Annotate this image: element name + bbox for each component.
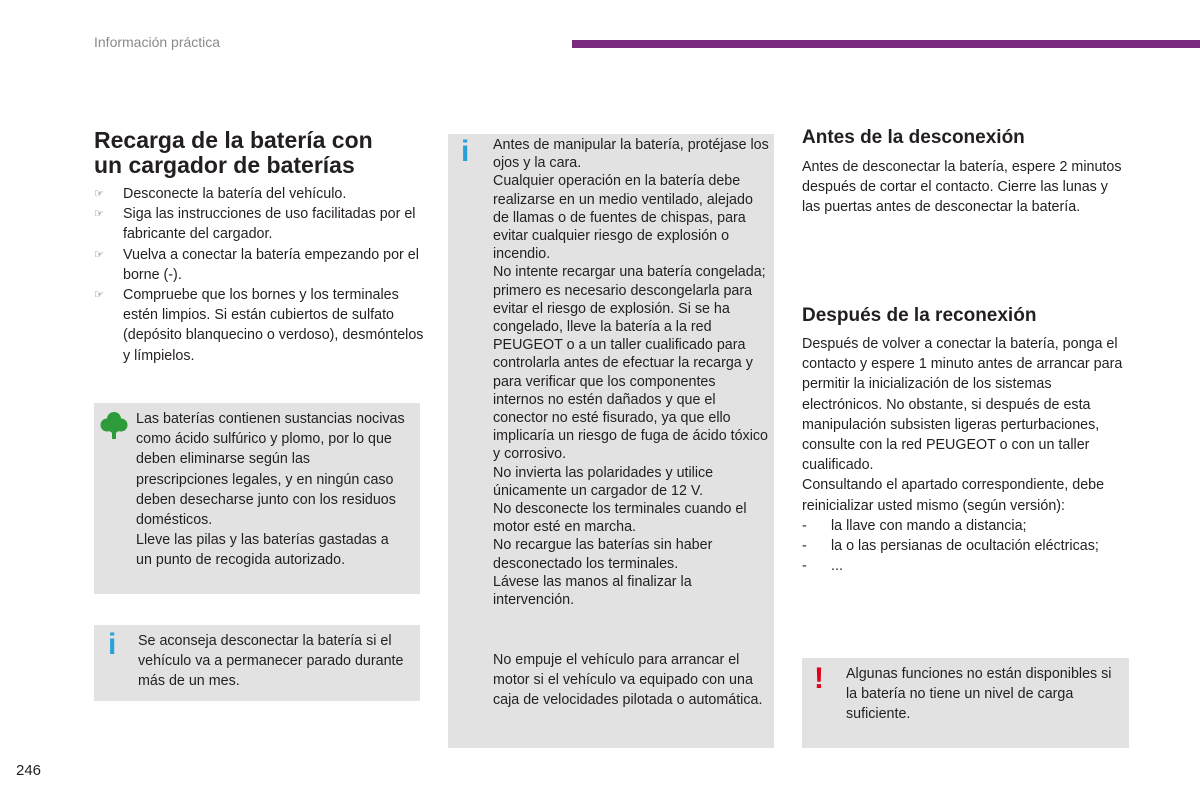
header-accent-bar xyxy=(572,40,1200,48)
safety-para: No intente recargar una batería congelada; primero es necesario descongelarla para evitar el riesgo de explosión. Si se ha congelado, lleve la batería a la red PEUGEOT o a un taller cualificado para controlarla antes de efectuar la recarga y para verificar que los componentes internos no estén dañados y que el conector no esté fisurado, ya que ello implicaría un riesgo de fuga de ácido tóxico y corrosivo. xyxy=(493,264,768,463)
safety-para: Lávese las manos al finalizar la intervención. xyxy=(493,573,692,609)
instruction-item xyxy=(94,245,424,285)
pointing-hand-icon: ☞ xyxy=(94,248,104,261)
after-reconnection-heading: Después de la reconexión xyxy=(802,305,1037,326)
after-reconnection-para: Consultando el apartado correspondiente, debe reinicializar usted mismo (según versión): xyxy=(802,477,1105,514)
before-disconnection-text: Antes de desconectar la batería, espere 2 minutos después de cortar el contacto. Cierre las lunas y las puertas antes de desconectar la batería. xyxy=(802,159,1122,216)
safety-para: Cualquier operación en la batería debe realizarse en un medio ventilado, alejado de llamas o de fuentes de chispas, para evitar cualquier riesgo de explosión o incendio. xyxy=(493,173,753,263)
safety-para: No recargue las baterías sin haber desconectado los terminales. xyxy=(493,537,713,572)
recycling-note-para: Lleve las pilas y las baterías gastadas a un punto de recogida autorizado. xyxy=(136,532,389,569)
pointing-hand-icon: ☞ xyxy=(94,289,104,302)
push-start-warning-text: No empuje el vehículo para arrancar el motor si el vehículo va equipado con una caja de velocidades pilotada o automática. xyxy=(493,652,763,709)
page-number: 246 xyxy=(16,762,42,779)
info-icon: i xyxy=(461,135,470,168)
instruction-item xyxy=(94,204,424,244)
recycling-note-text xyxy=(136,409,406,571)
reinit-item: - la llave con mando a distancia; xyxy=(802,517,1027,534)
reinit-item: - ... xyxy=(802,558,843,575)
safety-para: No invierta las polaridades y utilice únicamente un cargador de 12 V. xyxy=(493,464,714,499)
instruction-text: Siga las instrucciones de uso facilitadas por el fabricante del cargador. xyxy=(123,206,416,243)
instruction-item xyxy=(94,184,424,204)
reinit-item-text: ... xyxy=(831,558,843,575)
safety-para: No desconecte los terminales cuando el motor esté en marcha. xyxy=(493,501,747,536)
recycle-tree-icon xyxy=(100,410,128,440)
instruction-item xyxy=(94,285,424,366)
after-reconnection-para: Después de volver a conectar la batería, ponga el contacto y espere 1 minuto antes de arrancar para permitir la inicialización de los sistemas electrónicos. No obstante, si después de esta manipulación subsisten ligeras perturbaciones, consulte con la red PEUGEOT o con un taller cualificado. xyxy=(802,336,1123,474)
reinit-list xyxy=(802,516,1132,577)
reinit-item: - la o las persianas de ocultación eléctricas; xyxy=(802,538,1099,555)
before-disconnection-heading: Antes de la desconexión xyxy=(802,127,1025,148)
storage-info-text: Se aconseja desconectar la batería si el vehículo va a permanecer parado durante más de un mes. xyxy=(138,633,404,690)
instruction-text: Desconecte la batería del vehículo. xyxy=(123,186,347,202)
pointing-hand-icon: ☞ xyxy=(94,188,104,200)
safety-para: Antes de manipular la batería, protéjase los ojos y la cara. xyxy=(493,137,769,172)
page-title-line-1: Recarga de la batería con xyxy=(94,127,373,153)
instruction-list xyxy=(94,184,424,366)
safety-info-text xyxy=(493,136,769,609)
page-title-line-2: un cargador de baterías xyxy=(94,152,355,178)
section-label: Información práctica xyxy=(94,34,221,50)
warning-exclamation-icon: ! xyxy=(814,662,824,695)
after-reconnection-text xyxy=(802,334,1132,576)
pointing-hand-icon: ☞ xyxy=(94,208,104,221)
warning-text: Algunas funciones no están disponibles si la batería no tiene un nivel de carga suficiente. xyxy=(846,666,1112,723)
reinit-item-text: la o las persianas de ocultación eléctricas; xyxy=(831,538,1099,555)
recycling-note-para: Las baterías contienen sustancias nocivas como ácido sulfúrico y plomo, por lo que deben eliminarse según las prescripciones legales, y en ningún caso deben desecharse junto con los residuos domésticos. xyxy=(136,411,405,529)
reinit-item-text: la llave con mando a distancia; xyxy=(831,517,1027,534)
instruction-text: Vuelva a conectar la batería empezando por el borne (-). xyxy=(123,246,419,283)
page-title xyxy=(94,128,424,178)
info-icon: i xyxy=(108,628,117,661)
instruction-text: Compruebe que los bornes y los terminales estén limpios. Si están cubiertos de sulfato (depósito blanquecino o verdoso), desmóntelos y límpielos. xyxy=(123,287,424,364)
